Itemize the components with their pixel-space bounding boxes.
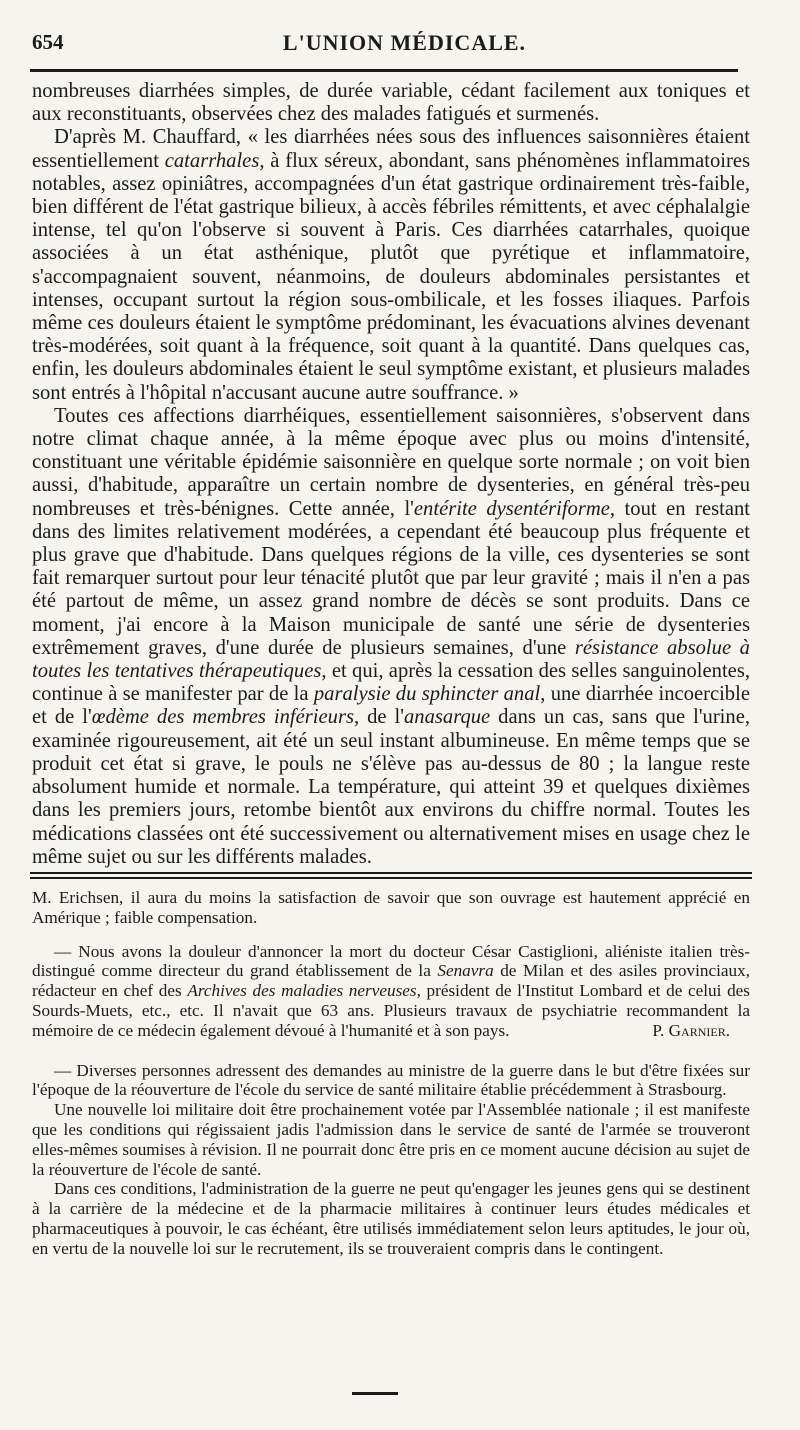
paragraph-1: nombreuses diarrhées simples, de durée variable, cédant facilement aux toniques et aux reconstituants, observées chez des malades fatigués et surmenés. xyxy=(32,80,750,126)
note-erichsen: M. Erichsen, il aura du moins la satisfaction de savoir que son ouvrage est hautement apprécié en Amérique ; faible compensation. xyxy=(32,888,750,927)
section-divider-top xyxy=(30,872,752,874)
note-loi-militaire: Une nouvelle loi militaire doit être prochainement votée par l'Assemblée nationale ; il est manifeste que les conditions qui régissaient jadis l'admission dans le service de santé de l'armée se trouveront elles-mêmes soumises à révision. Il ne pourrait donc être pris en ce moment aucune décision au sujet de la réouverture de l'école de santé. xyxy=(32,1100,750,1179)
news-notes xyxy=(32,888,750,1259)
signature: P. Garnier. xyxy=(652,1020,730,1040)
note-ecole-sante: — Diverses personnes adressent des demandes au ministre de la guerre dans le but d'être fixées sur l'époque de la réouverture de l'école du service de santé militaire établie précédemment à Strasbourg. xyxy=(32,1060,750,1100)
header-rule xyxy=(30,69,738,72)
journal-title: L'UNION MÉDICALE. xyxy=(282,30,527,55)
main-article xyxy=(32,80,750,869)
note-castiglioni: — Nous avons la douleur d'annoncer la mort du docteur César Castiglioni, aliéniste italien très-distingué comme directeur du grand établissement de la Senavra de Milan et des asiles provinciaux, rédacteur en chef des Archives des maladies nerveuses, président de l'Institut Lombard et de celui des Sourds-Muets, etc., etc. Il n'avait que 63 ans. Plusieurs travaux de psychiatrie recommandent la mémoire de ce médecin également dévoué à l'humanité et à son pays. xyxy=(32,941,750,1040)
note-gap xyxy=(32,1041,750,1061)
paragraph-2: D'après M. Chauffard, « les diarrhées nées sous des influences saisonnières étaient essentiellement catarrhales, à flux séreux, abondant, sans phénomènes inflammatoires notables, assez opiniâtres, accompagnées d'un état gastrique ordinairement très-faible, bien différent de l'état gastrique bilieux, à accès fébriles rémittents, et avec céphalalgie intense, tel qu'on l'observe si souvent à Paris. Ces diarrhées catarrhales, quoique associées à un état asthénique, plutôt que pyrétique et inflammatoire, s'accompagnaient souvent, néanmoins, de douleurs abdominales persistantes et intenses, occupant surtout la région sous-ombilicale, et les fosses iliaques. Parfois même ces douleurs étaient le symptôme prédominant, les évacuations alvines devenant très-modérées, soit quant à la fréquence, soit quant à la quantité. Dans quelques cas, enfin, les douleurs abdominales étaient le seul symptôme existant, et plusieurs malades sont entrés à l'hôpital n'accusant aucune autre souffrance. » xyxy=(32,126,750,404)
note-conditions: Dans ces conditions, l'administration de la guerre ne peut qu'engager les jeunes gens qui se destinent à la carrière de la médecine et de la pharmacie militaires à continuer leurs études médicales et pharmaceutiques à pouvoir, le cas échéant, être utilisés immédiatement selon leurs aptitudes, le jour où, en vertu de la nouvelle loi sur le recrutement, ils se trouveraient compris dans le contingent. xyxy=(32,1179,750,1258)
page-header xyxy=(32,30,777,64)
note-gap xyxy=(32,928,750,942)
paragraph-3: Toutes ces affections diarrhéiques, essentiellement saisonnières, s'observent dans notre climat chaque année, à la même époque avec plus ou moins d'intensité, constituant une véritable épidémie saisonnière en quelque sorte normale ; on voit bien aussi, d'habitude, apparaître un certain nombre de dysenteries, en général très-peu nombreuses et très-bénignes. Cette année, l'entérite dysentériforme, tout en restant dans des limites relativement modérées, a cependant été beaucoup plus fréquente et plus grave que d'habitude. Dans quelques régions de la ville, ces dysenteries se sont fait remarquer surtout pour leur ténacité plutôt que par leur gravité ; mais il n'en a pas été partout de même, un assez grand nombre de décès se sont produits. Dans ce moment, j'ai encore à la Maison municipale de santé une série de dysenteries extrêmement graves, d'une durée de plusieurs semaines, d'une résistance absolue à toutes les tentatives thérapeutiques, et qui, après la cessation des selles sanguinolentes, continue à se manifester par de la paralysie du sphincter anal, une diarrhée incoercible et de l'œdème des membres inférieurs, de l'anasarque dans un cas, sans que l'urine, examinée rigoureusement, ait été un seul instant albumineuse. En même temps que se produit cet état si grave, le pouls ne s'élève pas au-dessus de 80 ; la langue reste absolument humide et normale. La température, qui atteint 39 et quelques dixièmes dans les premiers jours, retombe bientôt aux environs du chiffre normal. Toutes les médications classées ont été successivement ou alternativement mises en usage chez le même sujet ou sur les différents malades. xyxy=(32,404,750,868)
page-number: 654 xyxy=(32,30,64,54)
section-divider-bottom xyxy=(30,877,752,879)
end-ornament xyxy=(352,1392,398,1395)
